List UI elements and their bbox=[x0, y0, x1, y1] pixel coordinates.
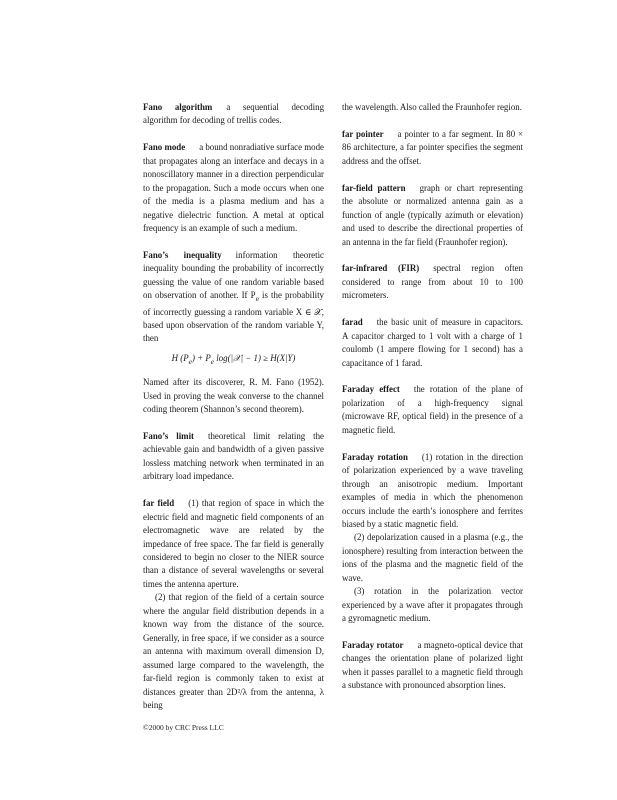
definition-text: a pointer to a far segment. In 80 × 86 architecture, a far pointer specifies the segment address and the offset. bbox=[342, 128, 524, 166]
definition-paragraph bbox=[342, 182, 523, 249]
term-heading: Fano’s inequality bbox=[143, 249, 222, 260]
copyright-footer: ©2000 by CRC Press LLC bbox=[143, 723, 224, 732]
definition-text: the rotation of the plane of polarization of a high-frequency signal (microwave RF, optical field) in the presence of a magnetic field. bbox=[342, 384, 524, 435]
definition-text: (2) that region of the field of a certain source where the angular field distribution depends in a known way from the distance of the source. Generally, in free space, if we consider as a source an antenna with maximum overall dimension D, assumed large compared to the wavelength, the far-field region is commonly taken to exist at distances greater than 2D²/λ from the antenna, λ being bbox=[143, 592, 324, 710]
definition-paragraph bbox=[342, 451, 523, 532]
term-heading: farad bbox=[342, 317, 363, 328]
definition-text: (1) that region of space in which the electric field and magnetic field components of an electromagnetic wave are related by the impedance of free space. The far field is generally considered to begin no closer to the NIER source than a distance of several wavelengths or several times the antenna aperture. bbox=[143, 498, 324, 589]
term-heading: Fano algorithm bbox=[143, 102, 213, 112]
definition-paragraph: Named after its discoverer, R. M. Fano (1952). Used in proving the weak converse to the channel coding theorem (Shannon’s second theorem). bbox=[143, 377, 324, 415]
definition-paragraph bbox=[143, 101, 324, 128]
definition-paragraph bbox=[143, 141, 324, 235]
definition-paragraph bbox=[342, 262, 523, 302]
entry-fano-s-inequality bbox=[143, 249, 324, 417]
right-column bbox=[342, 101, 523, 706]
definition-text: the wavelength. Also called the Fraunhofer region. bbox=[342, 102, 522, 112]
entry-faraday-rotator bbox=[342, 639, 523, 693]
definition-text: a bound nonradiative surface mode that propagates along an interface and decays in a nonoscillatory manner in a direction perpendicular to the propagation. Such a mode occurs when one of the media is a plasma medium and has a negative dielectric function. A metal at optical frequency is an example of such a medium. bbox=[143, 142, 324, 234]
definition-text: a sequential decoding algorithm for decoding of trellis codes. bbox=[143, 102, 325, 126]
entry-faraday-rotation bbox=[342, 451, 523, 626]
term-heading: far pointer bbox=[342, 128, 384, 139]
term-heading: far-field pattern bbox=[342, 182, 406, 193]
equation: H $(P_e) + P_e$ log(|𝒳| − 1) ≥ H(X|Y) bbox=[171, 352, 296, 366]
left-column bbox=[143, 101, 324, 726]
definition-text: information theoretic inequality bounding the probability of incorrectly guessing the value of one random variable based on observation of another. If $P_e$ is the probability of incorrectly guessing a random variable X ∈ 𝒳, based upon observation of the random variable Y, then bbox=[143, 249, 324, 344]
term-heading: Fano mode bbox=[143, 142, 186, 153]
definition-paragraph bbox=[342, 316, 523, 370]
term-heading: Faraday effect bbox=[342, 384, 400, 395]
definition-paragraph bbox=[143, 591, 324, 712]
entry-far-pointer bbox=[342, 128, 523, 168]
definition-paragraph bbox=[342, 101, 523, 114]
entry-continuation bbox=[342, 101, 523, 114]
entry-farad bbox=[342, 316, 523, 370]
definition-text: (1) rotation in the direction of polarization experienced by a wave traveling through an anisotropic medium. Important examples of media in which the phenomenon occurs include the earth’s ionosphere and ferrites biased by a static magnetic field. bbox=[342, 451, 524, 529]
definition-paragraph bbox=[342, 639, 523, 693]
definition-text: theoretical limit relating the achievable gain and bandwidth of a given passive lossless matching network when terminated in an arbitrary load impedance. bbox=[143, 430, 324, 482]
entry-fano-s-limit bbox=[143, 430, 324, 484]
definition-text: (3) rotation in the polarization vector experienced by a wave after it propagates through a gyromagnetic medium. bbox=[342, 586, 523, 624]
term-heading: Faraday rotation bbox=[342, 451, 408, 462]
entry-faraday-effect bbox=[342, 383, 523, 437]
definition-text: graph or chart representing the absolute or normalized antenna gain as a function of angle (typically azimuth or elevation) and used to describe the directional properties of an antenna in the far field (Fraunhofer region). bbox=[342, 182, 523, 247]
entry-far-field bbox=[143, 497, 324, 712]
definition-paragraph bbox=[143, 497, 324, 591]
entry-far-infrared-fir bbox=[342, 262, 523, 302]
entry-fano-algorithm bbox=[143, 101, 324, 128]
definition-text: (2) depolarization caused in a plasma (e.g., the ionosphere) resulting from interaction between the ions of the plasma and the magnetic field of the wave. bbox=[342, 532, 523, 583]
definition-paragraph bbox=[143, 430, 324, 484]
entry-far-field-pattern bbox=[342, 182, 523, 249]
definition-paragraph bbox=[342, 585, 523, 625]
definition-text: the basic unit of measure in capacitors. A capacitor charged to 1 volt with a charge of 1 coulomb (1 ampere flowing for 1 second) has a capacitance of 1 farad. bbox=[342, 317, 523, 368]
term-heading: far field bbox=[143, 498, 175, 509]
definition-text: spectral region often considered to range from about 10 to 100 micrometers. bbox=[342, 263, 523, 301]
definition-paragraph bbox=[342, 128, 523, 168]
term-heading: Fano’s limit bbox=[143, 430, 194, 441]
definition-text: a magneto-optical device that changes the orientation plane of polarized light when it passes parallel to a magnetic field through a substance with pronounced absorption lines. bbox=[342, 640, 523, 691]
definition-paragraph bbox=[342, 383, 523, 437]
term-heading: Faraday rotator bbox=[342, 640, 404, 651]
term-heading: far-infrared (FIR) bbox=[342, 263, 420, 274]
entry-fano-mode bbox=[143, 141, 324, 235]
definition-paragraph bbox=[342, 531, 523, 585]
definition-paragraph bbox=[143, 249, 324, 346]
